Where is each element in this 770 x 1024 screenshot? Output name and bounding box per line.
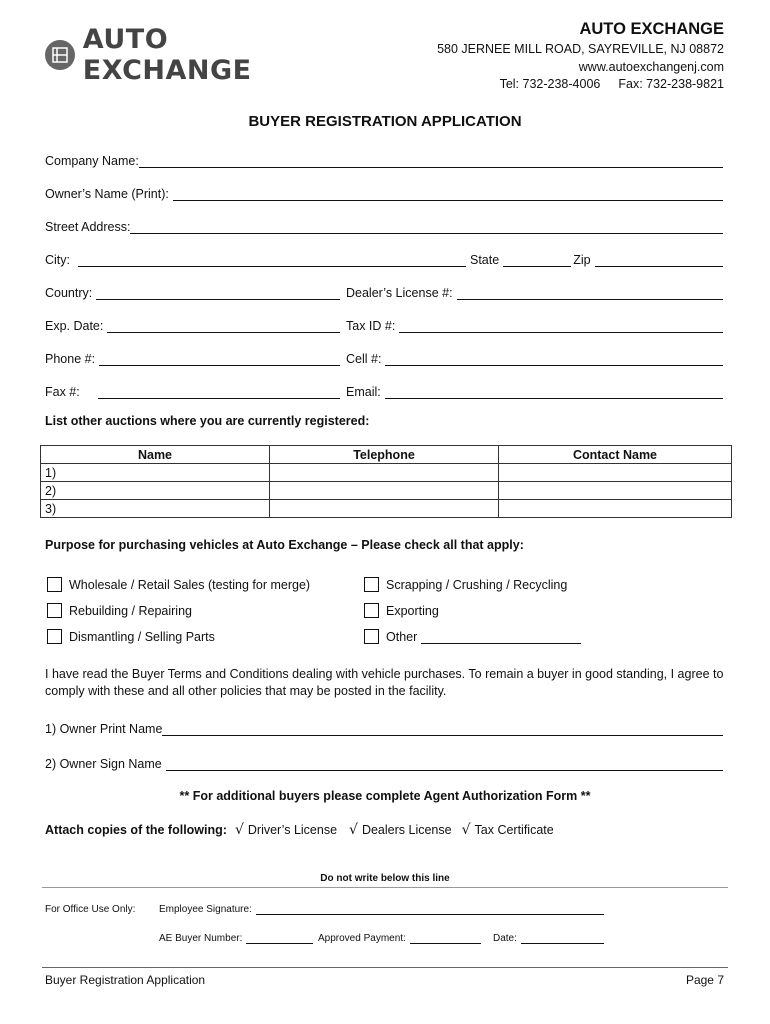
checkbox-label: Wholesale / Retail Sales (testing for merge) [69,577,311,592]
checkbox-icon[interactable] [47,629,62,644]
date-line[interactable] [521,932,604,944]
ae-buyer-number-line[interactable] [246,932,313,944]
fax-field[interactable] [45,381,340,399]
office-use-label: For Office Use Only: [45,904,136,915]
column-header-name: Name [41,446,270,464]
company-website: www.autoexchangenj.com [578,60,724,74]
logo-text: AUTO EXCHANGE [82,24,252,86]
phone-field[interactable] [45,348,340,366]
street-address-field[interactable] [45,216,723,234]
company-contact [500,77,724,91]
company-name: AUTO EXCHANGE [579,20,724,38]
row-2-contact[interactable] [499,482,732,500]
city-line[interactable] [78,253,466,267]
country-label: Country: [45,286,93,300]
checkmark-icon: √ [349,822,358,838]
company-fax: Fax: 732-238-9821 [618,77,724,91]
cell-label: Cell #: [346,352,382,366]
company-address: 580 JERNEE MILL ROAD, SAYREVILLE, NJ 08872 [437,42,724,56]
ae-buyer-number-field[interactable] [159,928,313,944]
owner-print-line[interactable] [162,722,723,736]
owners-name-label: Owner’s Name (Print): [45,187,169,201]
footer-divider [42,967,728,968]
date-field[interactable] [493,928,604,944]
company-name-label: Company Name: [45,154,139,168]
checkmark-icon: √ [234,822,244,838]
row-1-name[interactable]: 1) [41,464,270,482]
checkbox-icon[interactable] [364,577,379,592]
checkbox-other[interactable] [364,629,581,644]
employee-signature-label: Employee Signature: [159,904,252,915]
table-row [41,464,732,482]
checkbox-label: Rebuilding / Repairing [69,603,192,618]
dealers-license-line[interactable] [457,286,723,300]
approved-payment-label: Approved Payment: [318,933,406,944]
office-notice: Do not write below this line [320,873,450,884]
checkbox-icon[interactable] [47,577,62,592]
approved-payment-field[interactable] [318,928,481,944]
employee-signature-field[interactable] [159,899,604,915]
table-header-row [41,446,732,464]
city-state-zip-field[interactable] [45,249,723,267]
checkbox-icon[interactable] [364,629,379,644]
row-3-telephone[interactable] [270,500,499,518]
attach-list [45,822,554,838]
checkmark-icon: √ [461,822,471,838]
page-title: BUYER REGISTRATION APPLICATION [248,113,522,130]
checkbox-icon[interactable] [47,603,62,618]
owners-name-line[interactable] [173,187,723,201]
checkbox-label: Dismantling / Selling Parts [69,629,215,644]
additional-buyers-note: ** For additional buyers please complete Agent Authorization Form ** [179,789,591,803]
dealers-license-label: Dealer’s License #: [346,286,453,300]
logo-icon [45,40,75,70]
company-name-field[interactable] [45,150,723,168]
attach-label: Attach copies of the following: [45,823,227,837]
dealers-license-field[interactable] [346,282,723,300]
checkbox-dismantling[interactable] [47,629,215,644]
page-number: Page 7 [685,973,724,987]
fax-label: Fax #: [45,385,80,399]
owner-sign-label: 2) Owner Sign Name [45,757,162,771]
logo [45,24,345,86]
checkbox-rebuilding[interactable] [47,603,192,618]
fax-line[interactable] [98,385,340,399]
office-divider [42,887,728,888]
attach-item-drivers-license: Driver’s License [247,823,338,837]
row-1-telephone[interactable] [270,464,499,482]
checkbox-icon[interactable] [364,603,379,618]
exp-date-line[interactable] [107,319,340,333]
attach-item-dealers-license: Dealers License [361,823,452,837]
company-tel: Tel: 732-238-4006 [499,77,601,91]
cell-field[interactable] [346,348,723,366]
checkbox-label: Exporting [386,603,439,618]
country-field[interactable] [45,282,340,300]
street-address-label: Street Address: [45,220,131,234]
tax-id-line[interactable] [399,319,723,333]
footer-title: Buyer Registration Application [45,973,206,987]
state-label: State [470,253,500,267]
zip-label: Zip [573,253,591,267]
employee-signature-line[interactable] [256,903,604,915]
column-header-contact-name: Contact Name [499,446,732,464]
approved-payment-line[interactable] [410,932,481,944]
exp-date-field[interactable] [45,315,340,333]
table-row [41,482,732,500]
other-line[interactable] [421,630,581,644]
purpose-heading: Purpose for purchasing vehicles at Auto Exchange – Please check all that apply: [45,538,524,552]
checkbox-exporting[interactable] [364,603,439,618]
owner-print-name-field[interactable] [45,718,723,736]
terms-paragraph: I have read the Buyer Terms and Conditions dealing with vehicle purchases. To remain a buyer in good standing, I agree to comply with these and all other policies that may be posted in the facility. [45,667,724,698]
city-label: City: [45,253,70,267]
auctions-heading: List other auctions where you are currently registered: [45,414,370,428]
zip-line[interactable] [595,253,723,267]
phone-label: Phone #: [45,352,96,366]
ae-buyer-number-label: AE Buyer Number: [159,933,243,944]
email-line[interactable] [385,385,723,399]
date-label: Date: [493,933,517,944]
checkbox-scrapping[interactable] [364,577,567,592]
checkbox-label: Scrapping / Crushing / Recycling [386,577,568,592]
row-2-telephone[interactable] [270,482,499,500]
email-label: Email: [346,385,381,399]
state-line[interactable] [503,253,571,267]
owner-sign-line[interactable] [166,757,723,771]
row-1-contact[interactable] [499,464,732,482]
attach-item-tax-certificate: Tax Certificate [474,823,554,837]
country-line[interactable] [96,286,340,300]
owner-sign-name-field[interactable] [45,753,723,771]
tax-id-field[interactable] [346,315,723,333]
column-header-telephone: Telephone [270,446,499,464]
exp-date-label: Exp. Date: [45,319,104,333]
street-address-line[interactable] [130,220,723,234]
phone-line[interactable] [99,352,340,366]
owner-print-label: 1) Owner Print Name [45,722,163,736]
table-row [41,500,732,518]
email-field[interactable] [346,381,723,399]
company-name-line[interactable] [139,154,723,168]
checkbox-label: Other [386,629,418,644]
tax-id-label: Tax ID #: [346,319,396,333]
checkbox-wholesale[interactable] [47,577,310,592]
owners-name-field[interactable] [45,183,723,201]
row-2-name[interactable]: 2) [41,482,270,500]
auctions-table [40,445,732,518]
cell-line[interactable] [385,352,723,366]
row-3-contact[interactable] [499,500,732,518]
row-3-name[interactable]: 3) [41,500,270,518]
